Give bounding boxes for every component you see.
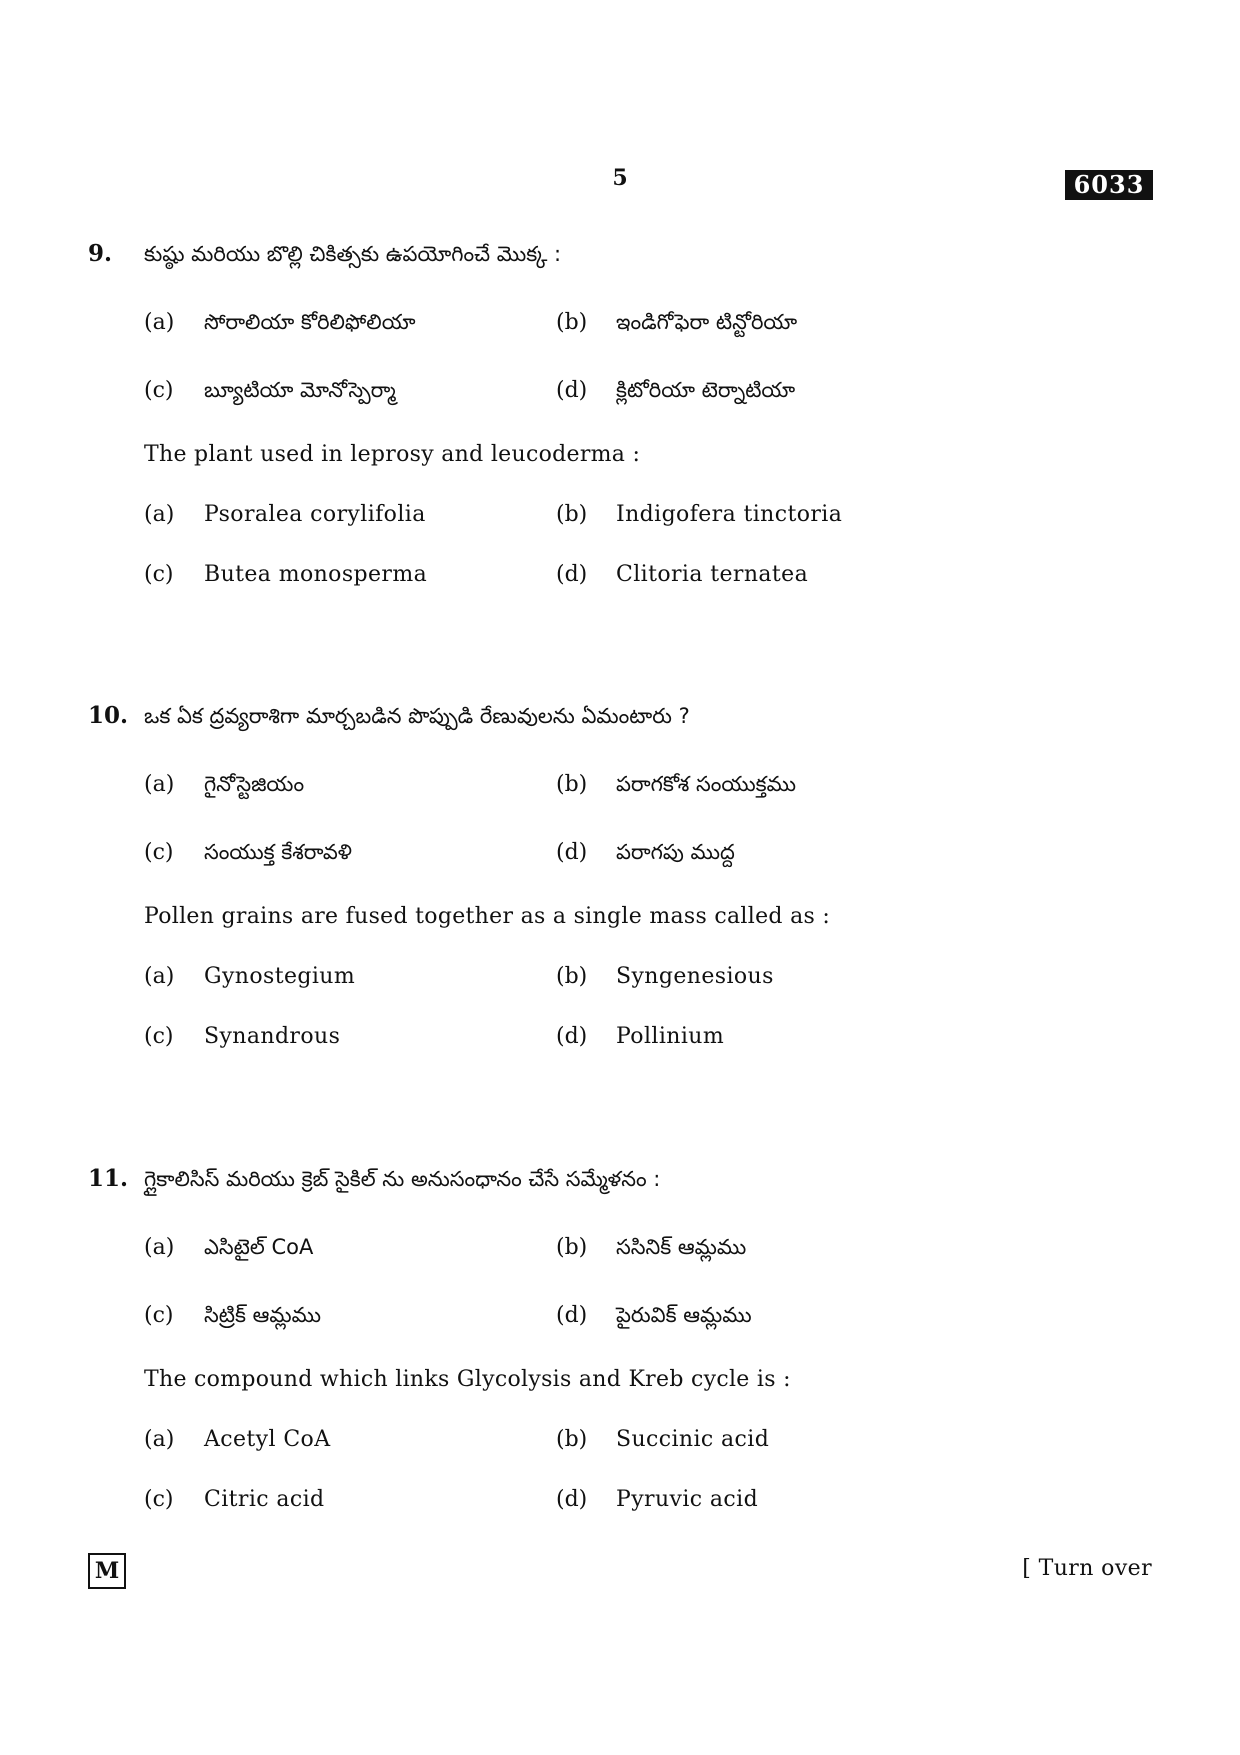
option-text: Citric acid: [204, 1487, 325, 1512]
option-telugu-c[interactable]: [144, 1303, 321, 1333]
option-text: Clitoria ternatea: [616, 562, 809, 587]
option-label: (d): [556, 1487, 588, 1512]
paper-code-badge: 6033: [1065, 170, 1153, 200]
option-label: (c): [144, 378, 174, 403]
option-text: పైరువిక్ ఆమ్లము: [616, 1303, 752, 1327]
option-text: పరాగకోశ సంయుక్తము: [616, 772, 797, 796]
option-label: (a): [144, 772, 175, 797]
option-telugu-c[interactable]: [144, 378, 396, 408]
question-text-english: The compound which links Glycolysis and Kreb cycle is :: [144, 1367, 791, 1392]
question-number: 9.: [88, 240, 113, 267]
option-text: పరాగపు ముద్ద: [616, 840, 735, 864]
option-label: (a): [144, 1427, 175, 1452]
question-english-line: [144, 1367, 791, 1392]
option-label: (c): [144, 1303, 174, 1328]
option-telugu-b[interactable]: [556, 310, 797, 340]
option-text: Succinic acid: [616, 1427, 770, 1452]
option-label: (b): [556, 502, 588, 527]
turn-over-note: [ Turn over: [1022, 1556, 1152, 1581]
question-english-line: [144, 442, 640, 467]
option-label: (b): [556, 310, 588, 335]
option-telugu-b[interactable]: [556, 1235, 746, 1265]
option-label: (b): [556, 964, 588, 989]
option-label: (d): [556, 1303, 588, 1328]
option-text: Syngenesious: [616, 964, 774, 989]
question-text-english: Pollen grains are fused together as a single mass called as :: [144, 904, 831, 929]
option-text: సోరాలియా కోరిలిఫోలియా: [204, 310, 416, 334]
question-number: 10.: [88, 702, 129, 729]
question-english-line: [144, 904, 830, 929]
option-text: Butea monosperma: [204, 562, 428, 587]
question-text-telugu: ఒక ఏక ద్రవ్యరాశిగా మార్చబడిన పొప్పుడి రేణువులను ఏమంటారు ?: [144, 704, 690, 728]
option-text: క్లిటోరియా టెర్నాటియా: [616, 378, 796, 402]
option-text: ఎసిటైల్ CoA: [204, 1235, 314, 1259]
option-label: (a): [144, 964, 175, 989]
option-english-b[interactable]: [556, 1427, 769, 1452]
question-text-telugu: గ్లైకాలిసిస్ మరియు క్రెబ్ సైకిల్ ను అనుసంధానం చేసే సమ్మేళనం :: [144, 1167, 661, 1191]
option-telugu-b[interactable]: [556, 772, 796, 802]
option-text: గైనోస్టెజియం: [204, 772, 305, 796]
option-text: Indigofera tinctoria: [616, 502, 843, 527]
option-text: బ్యూటియా మోనోస్పెర్మా: [204, 378, 396, 402]
question-telugu-line: [88, 702, 690, 734]
page-number: 5: [612, 165, 628, 191]
option-telugu-d[interactable]: [556, 840, 735, 870]
option-label: (a): [144, 1235, 175, 1260]
option-text: ససినిక్ ఆమ్లము: [616, 1235, 747, 1259]
option-english-a[interactable]: [144, 502, 426, 527]
question-number: 11.: [88, 1165, 129, 1192]
option-label: (b): [556, 1427, 588, 1452]
option-telugu-c[interactable]: [144, 840, 352, 870]
option-text: ఇండిగోఫెరా టిన్టోరియా: [616, 310, 798, 334]
option-telugu-a[interactable]: [144, 310, 415, 340]
option-label: (b): [556, 772, 588, 797]
option-text: Pollinium: [616, 1024, 725, 1049]
option-telugu-a[interactable]: [144, 1235, 313, 1265]
option-english-b[interactable]: [556, 964, 774, 989]
option-english-d[interactable]: [556, 1024, 724, 1049]
option-text: Synandrous: [204, 1024, 341, 1049]
option-label: (a): [144, 310, 175, 335]
option-label: (d): [556, 1024, 588, 1049]
option-label: (a): [144, 502, 175, 527]
option-label: (c): [144, 1487, 174, 1512]
option-telugu-d[interactable]: [556, 378, 795, 408]
option-text: Pyruvic acid: [616, 1487, 759, 1512]
option-english-a[interactable]: [144, 964, 355, 989]
option-english-a[interactable]: [144, 1427, 331, 1452]
option-telugu-d[interactable]: [556, 1303, 752, 1333]
option-english-d[interactable]: [556, 1487, 758, 1512]
option-english-c[interactable]: [144, 1487, 325, 1512]
option-label: (d): [556, 562, 588, 587]
option-label: (c): [144, 562, 174, 587]
option-english-d[interactable]: [556, 562, 808, 587]
option-text: Gynostegium: [204, 964, 356, 989]
question-text-telugu: కుష్ఠు మరియు బొల్లి చికిత్సకు ఉపయోగించే మొక్క :: [144, 242, 562, 266]
option-english-c[interactable]: [144, 1024, 340, 1049]
option-label: (c): [144, 840, 174, 865]
option-english-c[interactable]: [144, 562, 427, 587]
option-text: సంయుక్త కేశరావళి: [204, 840, 352, 864]
option-label: (c): [144, 1024, 174, 1049]
option-text: సిట్రిక్ ఆమ్లము: [204, 1303, 322, 1327]
question-telugu-line: [88, 240, 561, 272]
medium-mark: M: [88, 1553, 126, 1589]
option-label: (b): [556, 1235, 588, 1260]
option-text: Psoralea corylifolia: [204, 502, 426, 527]
option-telugu-a[interactable]: [144, 772, 304, 802]
question-telugu-line: [88, 1165, 660, 1197]
question-text-english: The plant used in leprosy and leucoderma :: [144, 442, 641, 467]
option-label: (d): [556, 840, 588, 865]
option-english-b[interactable]: [556, 502, 842, 527]
option-text: Acetyl CoA: [204, 1427, 331, 1452]
option-label: (d): [556, 378, 588, 403]
